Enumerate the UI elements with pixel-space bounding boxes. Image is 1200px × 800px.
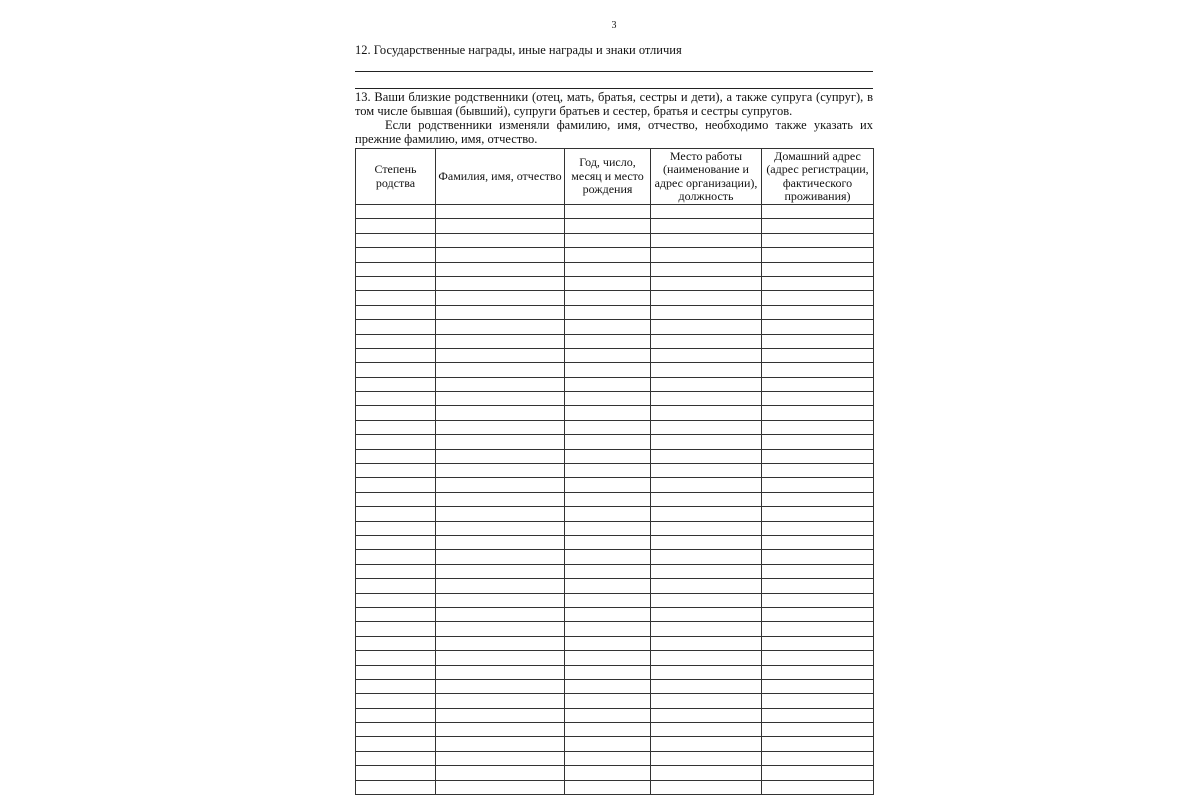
cell-full-name[interactable]	[436, 564, 565, 578]
header-kinship: Степень родства	[356, 149, 436, 205]
cell-birth-date-place[interactable]	[565, 607, 651, 621]
cell-home-address[interactable]	[762, 377, 874, 391]
cell-home-address[interactable]	[762, 464, 874, 478]
cell-home-address[interactable]	[762, 233, 874, 247]
cell-birth-date-place[interactable]	[565, 205, 651, 219]
cell-workplace[interactable]	[651, 320, 762, 334]
cell-full-name[interactable]	[436, 334, 565, 348]
cell-full-name[interactable]	[436, 276, 565, 290]
cell-full-name[interactable]	[436, 392, 565, 406]
cell-home-address[interactable]	[762, 636, 874, 650]
table-row	[356, 564, 874, 578]
cell-full-name[interactable]	[436, 780, 565, 794]
cell-kinship[interactable]	[356, 651, 436, 665]
cell-home-address[interactable]	[762, 276, 874, 290]
awards-answer-line-1	[355, 71, 873, 72]
cell-full-name[interactable]	[436, 348, 565, 362]
cell-home-address[interactable]	[762, 665, 874, 679]
header-workplace: Место работы (наименование и адрес организации), должность	[651, 149, 762, 205]
table-row	[356, 607, 874, 621]
table-row	[356, 507, 874, 521]
cell-full-name[interactable]	[436, 492, 565, 506]
cell-workplace[interactable]	[651, 262, 762, 276]
cell-kinship[interactable]	[356, 420, 436, 434]
cell-home-address[interactable]	[762, 564, 874, 578]
cell-home-address[interactable]	[762, 550, 874, 564]
cell-full-name[interactable]	[436, 377, 565, 391]
table-row	[356, 679, 874, 693]
cell-workplace[interactable]	[651, 622, 762, 636]
cell-kinship[interactable]	[356, 377, 436, 391]
cell-birth-date-place[interactable]	[565, 651, 651, 665]
cell-birth-date-place[interactable]	[565, 219, 651, 233]
cell-full-name[interactable]	[436, 248, 565, 262]
cell-full-name[interactable]	[436, 694, 565, 708]
cell-home-address[interactable]	[762, 348, 874, 362]
cell-home-address[interactable]	[762, 492, 874, 506]
awards-answer-line-2	[355, 88, 873, 89]
cell-workplace[interactable]	[651, 521, 762, 535]
cell-workplace[interactable]	[651, 435, 762, 449]
cell-birth-date-place[interactable]	[565, 406, 651, 420]
cell-kinship[interactable]	[356, 464, 436, 478]
cell-workplace[interactable]	[651, 276, 762, 290]
cell-kinship[interactable]	[356, 392, 436, 406]
cell-full-name[interactable]	[436, 406, 565, 420]
table-row	[356, 363, 874, 377]
cell-birth-date-place[interactable]	[565, 464, 651, 478]
table-row	[356, 406, 874, 420]
cell-full-name[interactable]	[436, 478, 565, 492]
cell-birth-date-place[interactable]	[565, 449, 651, 463]
cell-home-address[interactable]	[762, 708, 874, 722]
table-row	[356, 651, 874, 665]
table-row	[356, 205, 874, 219]
cell-kinship[interactable]	[356, 478, 436, 492]
cell-kinship[interactable]	[356, 435, 436, 449]
cell-home-address[interactable]	[762, 521, 874, 535]
cell-home-address[interactable]	[762, 751, 874, 765]
section-13-relatives	[355, 90, 873, 146]
cell-home-address[interactable]	[762, 262, 874, 276]
table-row	[356, 550, 874, 564]
cell-home-address[interactable]	[762, 694, 874, 708]
cell-home-address[interactable]	[762, 363, 874, 377]
header-full-name: Фамилия, имя, отчество	[436, 149, 565, 205]
cell-kinship[interactable]	[356, 723, 436, 737]
cell-birth-date-place[interactable]	[565, 305, 651, 319]
cell-full-name[interactable]	[436, 550, 565, 564]
cell-workplace[interactable]	[651, 377, 762, 391]
cell-home-address[interactable]	[762, 593, 874, 607]
table-row	[356, 449, 874, 463]
cell-home-address[interactable]	[762, 205, 874, 219]
cell-kinship[interactable]	[356, 607, 436, 621]
cell-workplace[interactable]	[651, 751, 762, 765]
cell-kinship[interactable]	[356, 449, 436, 463]
cell-kinship[interactable]	[356, 233, 436, 247]
relatives-table-body	[356, 205, 874, 795]
cell-home-address[interactable]	[762, 291, 874, 305]
cell-home-address[interactable]	[762, 449, 874, 463]
cell-workplace[interactable]	[651, 449, 762, 463]
section-13-paragraph-2: Если родственники изменяли фамилию, имя, отчество, необходимо также указать их прежние фамилию, имя, отчество.	[355, 118, 873, 146]
cell-home-address[interactable]	[762, 507, 874, 521]
cell-kinship[interactable]	[356, 737, 436, 751]
cell-home-address[interactable]	[762, 579, 874, 593]
cell-full-name[interactable]	[436, 262, 565, 276]
cell-workplace[interactable]	[651, 291, 762, 305]
cell-home-address[interactable]	[762, 320, 874, 334]
section-13-paragraph-1: 13. Ваши близкие родственники (отец, мать, братья, сестры и дети), а также супруга (супруг), в том числе бывшая (бывший), супруги братьев и сестер, братья и сестры супругов.	[355, 90, 873, 118]
cell-workplace[interactable]	[651, 679, 762, 693]
table-row	[356, 478, 874, 492]
cell-kinship[interactable]	[356, 622, 436, 636]
table-row	[356, 276, 874, 290]
cell-kinship[interactable]	[356, 679, 436, 693]
cell-workplace[interactable]	[651, 694, 762, 708]
cell-birth-date-place[interactable]	[565, 521, 651, 535]
cell-birth-date-place[interactable]	[565, 363, 651, 377]
cell-home-address[interactable]	[762, 305, 874, 319]
cell-birth-date-place[interactable]	[565, 751, 651, 765]
cell-workplace[interactable]	[651, 665, 762, 679]
table-row	[356, 291, 874, 305]
cell-home-address[interactable]	[762, 651, 874, 665]
cell-kinship[interactable]	[356, 564, 436, 578]
cell-home-address[interactable]	[762, 737, 874, 751]
header-birth-date-place: Год, число, месяц и место рождения	[565, 149, 651, 205]
cell-home-address[interactable]	[762, 679, 874, 693]
cell-kinship[interactable]	[356, 665, 436, 679]
cell-kinship[interactable]	[356, 219, 436, 233]
cell-birth-date-place[interactable]	[565, 507, 651, 521]
cell-full-name[interactable]	[436, 205, 565, 219]
cell-full-name[interactable]	[436, 420, 565, 434]
table-row	[356, 420, 874, 434]
cell-full-name[interactable]	[436, 464, 565, 478]
cell-home-address[interactable]	[762, 723, 874, 737]
document-page	[355, 0, 873, 800]
cell-birth-date-place[interactable]	[565, 708, 651, 722]
cell-workplace[interactable]	[651, 708, 762, 722]
table-row	[356, 593, 874, 607]
table-row	[356, 636, 874, 650]
cell-full-name[interactable]	[436, 535, 565, 549]
cell-kinship[interactable]	[356, 205, 436, 219]
section-12-awards: 12. Государственные награды, иные награды и знаки отличия	[355, 43, 682, 57]
table-row	[356, 780, 874, 794]
table-row	[356, 334, 874, 348]
cell-birth-date-place[interactable]	[565, 291, 651, 305]
cell-birth-date-place[interactable]	[565, 694, 651, 708]
cell-workplace[interactable]	[651, 579, 762, 593]
cell-workplace[interactable]	[651, 550, 762, 564]
cell-kinship[interactable]	[356, 694, 436, 708]
cell-full-name[interactable]	[436, 636, 565, 650]
cell-birth-date-place[interactable]	[565, 535, 651, 549]
cell-workplace[interactable]	[651, 406, 762, 420]
cell-birth-date-place[interactable]	[565, 420, 651, 434]
cell-full-name[interactable]	[436, 579, 565, 593]
cell-workplace[interactable]	[651, 305, 762, 319]
cell-birth-date-place[interactable]	[565, 348, 651, 362]
table-row	[356, 320, 874, 334]
cell-workplace[interactable]	[651, 593, 762, 607]
cell-birth-date-place[interactable]	[565, 564, 651, 578]
cell-kinship[interactable]	[356, 535, 436, 549]
cell-birth-date-place[interactable]	[565, 723, 651, 737]
table-row	[356, 219, 874, 233]
cell-workplace[interactable]	[651, 492, 762, 506]
cell-home-address[interactable]	[762, 420, 874, 434]
page-number: 3	[611, 20, 617, 31]
cell-workplace[interactable]	[651, 780, 762, 794]
table-row	[356, 305, 874, 319]
cell-home-address[interactable]	[762, 766, 874, 780]
cell-workplace[interactable]	[651, 392, 762, 406]
cell-home-address[interactable]	[762, 607, 874, 621]
cell-workplace[interactable]	[651, 420, 762, 434]
cell-kinship[interactable]	[356, 248, 436, 262]
table-row	[356, 248, 874, 262]
cell-birth-date-place[interactable]	[565, 334, 651, 348]
cell-home-address[interactable]	[762, 248, 874, 262]
cell-workplace[interactable]	[651, 363, 762, 377]
relatives-table-header-row	[356, 149, 874, 205]
cell-kinship[interactable]	[356, 348, 436, 362]
cell-kinship[interactable]	[356, 492, 436, 506]
cell-full-name[interactable]	[436, 521, 565, 535]
cell-birth-date-place[interactable]	[565, 622, 651, 636]
cell-kinship[interactable]	[356, 593, 436, 607]
cell-kinship[interactable]	[356, 406, 436, 420]
cell-home-address[interactable]	[762, 478, 874, 492]
cell-workplace[interactable]	[651, 723, 762, 737]
cell-full-name[interactable]	[436, 766, 565, 780]
cell-workplace[interactable]	[651, 607, 762, 621]
cell-workplace[interactable]	[651, 464, 762, 478]
cell-home-address[interactable]	[762, 219, 874, 233]
cell-birth-date-place[interactable]	[565, 679, 651, 693]
cell-workplace[interactable]	[651, 737, 762, 751]
cell-birth-date-place[interactable]	[565, 435, 651, 449]
cell-birth-date-place[interactable]	[565, 276, 651, 290]
cell-birth-date-place[interactable]	[565, 392, 651, 406]
cell-kinship[interactable]	[356, 780, 436, 794]
cell-full-name[interactable]	[436, 449, 565, 463]
cell-workplace[interactable]	[651, 233, 762, 247]
cell-birth-date-place[interactable]	[565, 377, 651, 391]
table-row	[356, 233, 874, 247]
cell-kinship[interactable]	[356, 521, 436, 535]
table-row	[356, 579, 874, 593]
cell-full-name[interactable]	[436, 291, 565, 305]
cell-full-name[interactable]	[436, 651, 565, 665]
cell-home-address[interactable]	[762, 622, 874, 636]
table-row	[356, 766, 874, 780]
cell-full-name[interactable]	[436, 233, 565, 247]
relatives-table	[355, 148, 874, 795]
cell-kinship[interactable]	[356, 305, 436, 319]
table-row	[356, 464, 874, 478]
table-row	[356, 723, 874, 737]
table-row	[356, 694, 874, 708]
cell-birth-date-place[interactable]	[565, 550, 651, 564]
table-row	[356, 737, 874, 751]
cell-kinship[interactable]	[356, 550, 436, 564]
cell-full-name[interactable]	[436, 665, 565, 679]
cell-kinship[interactable]	[356, 334, 436, 348]
cell-workplace[interactable]	[651, 205, 762, 219]
cell-workplace[interactable]	[651, 348, 762, 362]
cell-kinship[interactable]	[356, 636, 436, 650]
cell-full-name[interactable]	[436, 723, 565, 737]
cell-workplace[interactable]	[651, 478, 762, 492]
cell-home-address[interactable]	[762, 392, 874, 406]
cell-full-name[interactable]	[436, 679, 565, 693]
cell-birth-date-place[interactable]	[565, 492, 651, 506]
table-row	[356, 708, 874, 722]
cell-birth-date-place[interactable]	[565, 636, 651, 650]
cell-birth-date-place[interactable]	[565, 248, 651, 262]
cell-full-name[interactable]	[436, 593, 565, 607]
cell-workplace[interactable]	[651, 564, 762, 578]
cell-birth-date-place[interactable]	[565, 780, 651, 794]
table-row	[356, 435, 874, 449]
cell-full-name[interactable]	[436, 363, 565, 377]
cell-full-name[interactable]	[436, 737, 565, 751]
table-row	[356, 535, 874, 549]
cell-birth-date-place[interactable]	[565, 579, 651, 593]
cell-workplace[interactable]	[651, 334, 762, 348]
cell-kinship[interactable]	[356, 708, 436, 722]
cell-full-name[interactable]	[436, 708, 565, 722]
table-row	[356, 377, 874, 391]
cell-home-address[interactable]	[762, 435, 874, 449]
cell-full-name[interactable]	[436, 435, 565, 449]
cell-workplace[interactable]	[651, 766, 762, 780]
header-home-address: Домашний адрес (адрес регистрации, фактического проживания)	[762, 149, 874, 205]
cell-full-name[interactable]	[436, 507, 565, 521]
cell-birth-date-place[interactable]	[565, 320, 651, 334]
table-row	[356, 665, 874, 679]
cell-kinship[interactable]	[356, 276, 436, 290]
cell-full-name[interactable]	[436, 305, 565, 319]
cell-kinship[interactable]	[356, 363, 436, 377]
cell-kinship[interactable]	[356, 766, 436, 780]
cell-workplace[interactable]	[651, 535, 762, 549]
cell-birth-date-place[interactable]	[565, 593, 651, 607]
cell-birth-date-place[interactable]	[565, 262, 651, 276]
cell-home-address[interactable]	[762, 334, 874, 348]
cell-kinship[interactable]	[356, 262, 436, 276]
cell-kinship[interactable]	[356, 291, 436, 305]
table-row	[356, 392, 874, 406]
cell-workplace[interactable]	[651, 636, 762, 650]
cell-full-name[interactable]	[436, 607, 565, 621]
cell-birth-date-place[interactable]	[565, 737, 651, 751]
cell-kinship[interactable]	[356, 751, 436, 765]
cell-workplace[interactable]	[651, 651, 762, 665]
table-row	[356, 521, 874, 535]
cell-kinship[interactable]	[356, 320, 436, 334]
table-row	[356, 348, 874, 362]
cell-kinship[interactable]	[356, 507, 436, 521]
cell-birth-date-place[interactable]	[565, 766, 651, 780]
cell-kinship[interactable]	[356, 579, 436, 593]
cell-home-address[interactable]	[762, 406, 874, 420]
table-row	[356, 751, 874, 765]
table-row	[356, 492, 874, 506]
cell-birth-date-place[interactable]	[565, 665, 651, 679]
cell-workplace[interactable]	[651, 507, 762, 521]
cell-birth-date-place[interactable]	[565, 478, 651, 492]
cell-workplace[interactable]	[651, 248, 762, 262]
cell-full-name[interactable]	[436, 751, 565, 765]
cell-workplace[interactable]	[651, 219, 762, 233]
table-row	[356, 622, 874, 636]
cell-full-name[interactable]	[436, 622, 565, 636]
cell-full-name[interactable]	[436, 219, 565, 233]
cell-full-name[interactable]	[436, 320, 565, 334]
table-row	[356, 262, 874, 276]
cell-birth-date-place[interactable]	[565, 233, 651, 247]
cell-home-address[interactable]	[762, 780, 874, 794]
cell-home-address[interactable]	[762, 535, 874, 549]
